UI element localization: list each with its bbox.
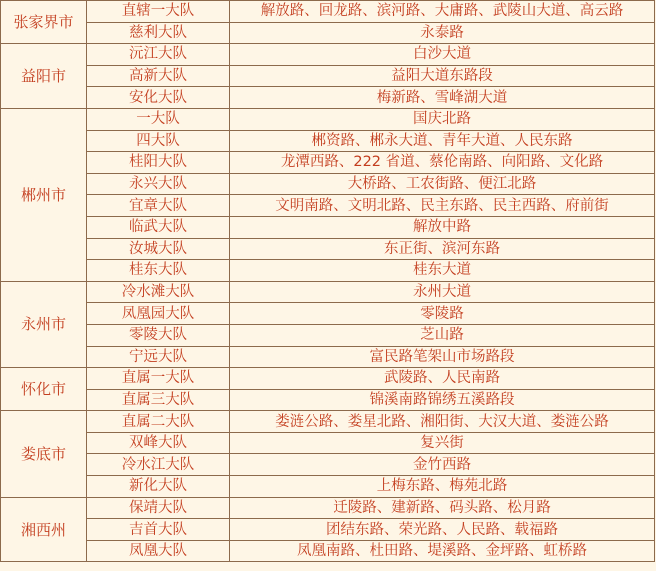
- table-row: [1, 1, 655, 23]
- city-cell: 永州市: [1, 281, 87, 367]
- city-cell: 郴州市: [1, 108, 87, 281]
- table-row: [1, 281, 655, 303]
- table-body: [1, 1, 655, 562]
- table-row: [1, 108, 655, 130]
- team-cell: 保靖大队: [87, 497, 230, 519]
- table-row: [1, 432, 655, 454]
- table-row: [1, 22, 655, 44]
- roads-cell: 桂东大道: [230, 260, 655, 282]
- roads-cell: 迁陵路、建新路、码头路、松月路: [230, 497, 655, 519]
- roads-cell: 零陵路: [230, 303, 655, 325]
- team-cell: 宜章大队: [87, 195, 230, 217]
- roads-cell: 芝山路: [230, 324, 655, 346]
- team-cell: 凤凰大队: [87, 540, 230, 562]
- table-row: [1, 87, 655, 109]
- roads-cell: 娄涟公路、娄星北路、湘阳街、大汉大道、娄涟公路: [230, 411, 655, 433]
- team-cell: 安化大队: [87, 87, 230, 109]
- city-cell: 张家界市: [1, 1, 87, 44]
- roads-cell: 团结东路、荣光路、人民路、载福路: [230, 519, 655, 541]
- team-cell: 永兴大队: [87, 173, 230, 195]
- roads-cell: 金竹西路: [230, 454, 655, 476]
- roads-cell: 上梅东路、梅苑北路: [230, 476, 655, 498]
- roads-cell: 国庆北路: [230, 108, 655, 130]
- roads-cell: 益阳大道东路段: [230, 65, 655, 87]
- roads-cell: 白沙大道: [230, 44, 655, 66]
- table-row: [1, 324, 655, 346]
- table-row: [1, 260, 655, 282]
- roads-cell: 武陵路、人民南路: [230, 368, 655, 390]
- team-cell: 汝城大队: [87, 238, 230, 260]
- roads-cell: 东正街、滨河东路: [230, 238, 655, 260]
- roads-cell: 梅新路、雪峰湖大道: [230, 87, 655, 109]
- team-cell: 四大队: [87, 130, 230, 152]
- team-cell: 双峰大队: [87, 432, 230, 454]
- table-row: [1, 346, 655, 368]
- team-cell: 新化大队: [87, 476, 230, 498]
- team-cell: 零陵大队: [87, 324, 230, 346]
- city-cell: 娄底市: [1, 411, 87, 497]
- city-cell: 怀化市: [1, 368, 87, 411]
- team-cell: 吉首大队: [87, 519, 230, 541]
- table-row: [1, 152, 655, 174]
- team-cell: 冷水滩大队: [87, 281, 230, 303]
- table-row: [1, 476, 655, 498]
- table-row: [1, 173, 655, 195]
- table-row: [1, 130, 655, 152]
- roads-cell: 永泰路: [230, 22, 655, 44]
- roads-cell: 解放路、回龙路、滨河路、大庸路、武陵山大道、高云路: [230, 1, 655, 23]
- team-cell: 凤凰园大队: [87, 303, 230, 325]
- team-cell: 直辖一大队: [87, 1, 230, 23]
- team-cell: 宁远大队: [87, 346, 230, 368]
- city-cell: 益阳市: [1, 44, 87, 109]
- team-cell: 桂阳大队: [87, 152, 230, 174]
- table-row: [1, 454, 655, 476]
- table-row: [1, 65, 655, 87]
- table-row: [1, 238, 655, 260]
- roads-cell: 龙潭西路、222 省道、蔡伦南路、向阳路、文化路: [230, 152, 655, 174]
- table-row: [1, 519, 655, 541]
- team-cell: 高新大队: [87, 65, 230, 87]
- table-row: [1, 195, 655, 217]
- roads-cell: 锦溪南路锦绣五溪路段: [230, 389, 655, 411]
- team-cell: 直属二大队: [87, 411, 230, 433]
- team-cell: 桂东大队: [87, 260, 230, 282]
- table-row: [1, 389, 655, 411]
- team-cell: 慈利大队: [87, 22, 230, 44]
- team-cell: 直属三大队: [87, 389, 230, 411]
- team-cell: 一大队: [87, 108, 230, 130]
- team-cell: 冷水江大队: [87, 454, 230, 476]
- roads-cell: 凤凰南路、杜田路、堤溪路、金坪路、虹桥路: [230, 540, 655, 562]
- roads-cell: 复兴街: [230, 432, 655, 454]
- table-row: [1, 411, 655, 433]
- table-row: [1, 303, 655, 325]
- table-row: [1, 540, 655, 562]
- table-row: [1, 368, 655, 390]
- roads-cell: 郴资路、郴永大道、青年大道、人民东路: [230, 130, 655, 152]
- roads-cell: 解放中路: [230, 216, 655, 238]
- city-cell: 湘西州: [1, 497, 87, 562]
- roads-cell: 富民路笔架山市场路段: [230, 346, 655, 368]
- table-row: [1, 497, 655, 519]
- team-cell: 临武大队: [87, 216, 230, 238]
- roads-cell: 大桥路、工农街路、便江北路: [230, 173, 655, 195]
- team-cell: 沅江大队: [87, 44, 230, 66]
- roads-cell: 文明南路、文明北路、民主东路、民主西路、府前街: [230, 195, 655, 217]
- table-row: [1, 44, 655, 66]
- table-row: [1, 216, 655, 238]
- roads-cell: 永州大道: [230, 281, 655, 303]
- team-cell: 直属一大队: [87, 368, 230, 390]
